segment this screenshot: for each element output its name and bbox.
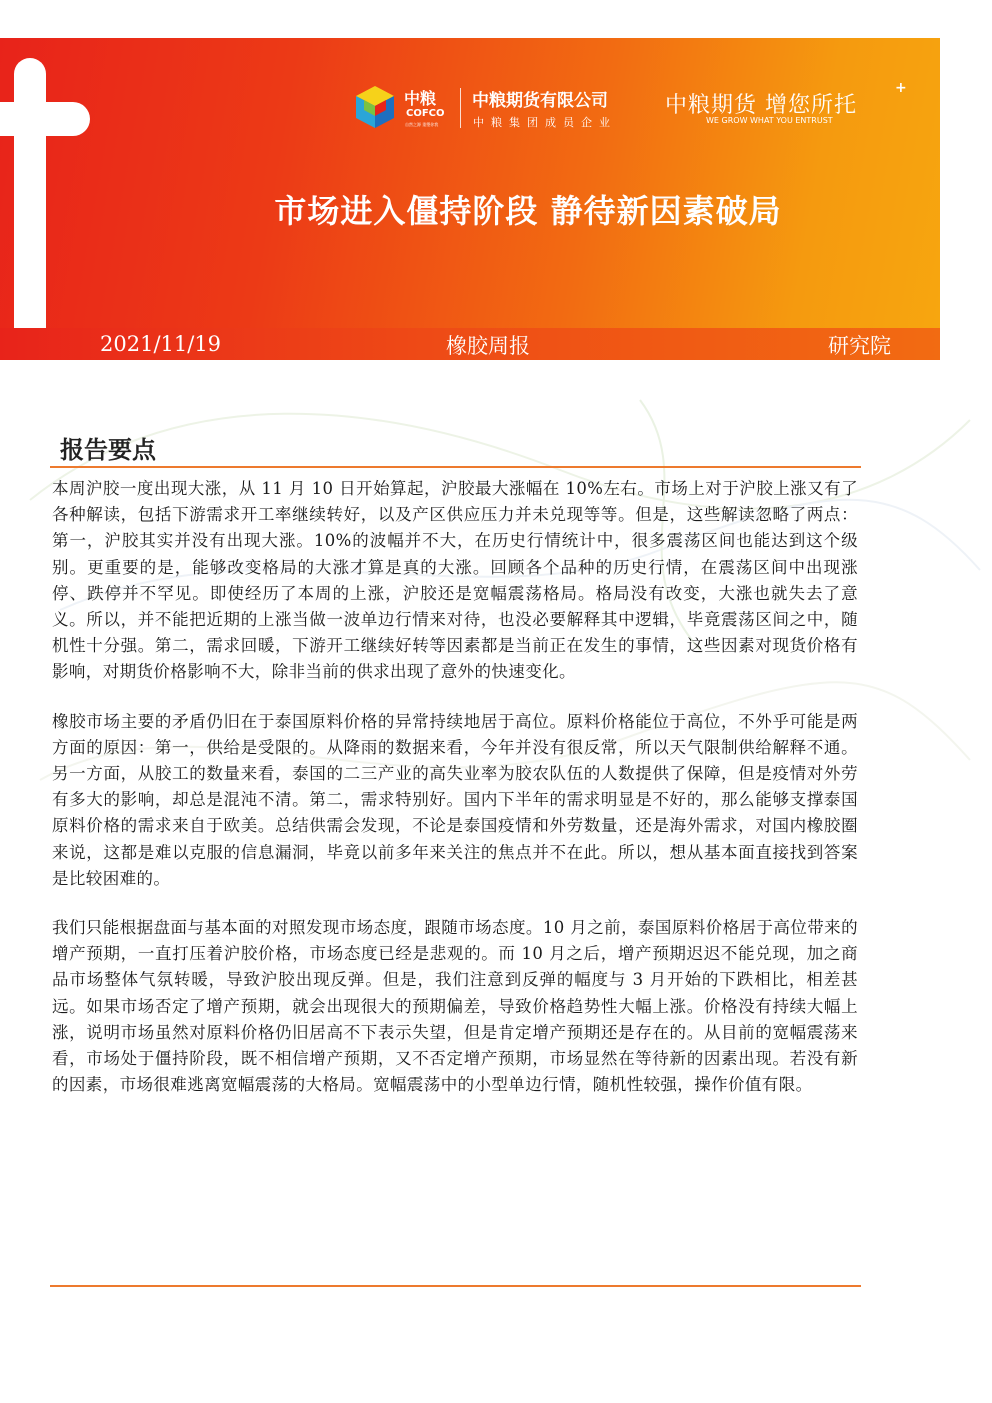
report-body bbox=[52, 476, 858, 1121]
paragraph: 橡胶市场主要的矛盾仍旧在于泰国原料价格的异常持续地居于高位。原料价格能位于高位，不外乎可能是两方面的原因：第一，供给是受限的。从降雨的数据来看，今年并没有很反常，所以天气限制供给解释不通。另一方面，从胶工的数量来看，泰国的二三产业的高失业率为胶农队伍的人数提供了保障，但是疫情对外劳有多大的影响，却总是混沌不清。第二，需求特别好。国内下半年的需求明显是不好的，那么能够支撑泰国原料价格的需求来自于欧美。总结供需会发现，不论是泰国疫情和外劳数量，还是海外需求，对国内橡胶圈来说，这都是难以克服的信息漏洞，毕竟以前多年来关注的焦点并不在此。所以，想从基本面直接找到答案是比较困难的。 bbox=[52, 711, 858, 888]
brand-slogan: 中粮期货 增您所托 bbox=[665, 93, 857, 118]
section-divider-bottom bbox=[50, 1285, 861, 1287]
paragraph: 本周沪胶一度出现大涨，从 11 月 10 日开始算起，沪胶最大涨幅在 10%左右。市场上对于沪胶上涨又有了各种解读，包括下游需求开工率继续转好，以及产区供应压力并未兑现等等。但是，这些解读忽略了两点：第一，沪胶其实并没有出现大涨。10%的波幅并不大，在历史行情统计中，很多震荡区间也能达到这个级别。更重要的是，能够改变格局的大涨才算是真的大涨。回顾各个品种的历史行情，在震荡区间中出现涨停、跌停并不罕见。即使经历了本周的上涨，沪胶还是宽幅震荡格局。格局没有改变，大涨也就失去了意义。所以，并不能把近期的上涨当做一波单边行情来对待，也没必要解释其中逻辑，毕竟震荡区间之中，随机性十分强。第二，需求回暖，下游开工继续好转等因素都是当前正在发生的事情，这些因素对现货价格有影响，对期货价格影响不大，除非当前的供求出现了意外的快速变化。 bbox=[52, 479, 858, 682]
header-banner bbox=[0, 38, 940, 328]
company-subtitle: 中粮集团成员企业 bbox=[473, 116, 617, 129]
cofco-logo-icon bbox=[350, 82, 400, 132]
slogan-plus-mark: + bbox=[895, 80, 907, 96]
plus-decoration-bar bbox=[0, 102, 90, 136]
logo-wordmark-en: COFCO bbox=[406, 108, 445, 119]
report-type: 橡胶周报 bbox=[446, 334, 530, 358]
section-heading: 报告要点 bbox=[60, 435, 156, 464]
department: 研究院 bbox=[828, 334, 891, 358]
company-name: 中粮期货有限公司 bbox=[472, 91, 608, 111]
report-date: 2021/11/19 bbox=[100, 332, 222, 356]
logo-divider bbox=[460, 88, 461, 128]
logo-tagline: 自然之源 重塑你我 bbox=[405, 122, 439, 127]
logo-wordmark-zh: 中粮 bbox=[404, 89, 437, 108]
section-divider-top bbox=[50, 466, 861, 468]
info-bar bbox=[0, 328, 940, 360]
brand-slogan-en: WE GROW WHAT YOU ENTRUST bbox=[706, 116, 833, 125]
report-title: 市场进入僵持阶段 静待新因素破局 bbox=[274, 192, 782, 230]
paragraph: 我们只能根据盘面与基本面的对照发现市场态度，跟随市场态度。10 月之前，泰国原料价格居于高位带来的增产预期，一直打压着沪胶价格，市场态度已经是悲观的。而 10 月之后，增产预期迟迟不能兑现，加之商品市场整体气氛转暖，导致沪胶出现反弹。但是，我们注意到反弹的幅度与 3 月开始的下跌相比，相差甚远。如果市场否定了增产预期，就会出现很大的预期偏差，导致价格趋势性大幅上涨。价格没有持续大幅上涨，说明市场虽然对原料价格仍旧居高不下表示失望，但是肯定增产预期还是存在的。从目前的宽幅震荡来看，市场处于僵持阶段，既不相信增产预期，又不否定增产预期，市场显然在等待新的因素出现。若没有新的因素，市场很难逃离宽幅震荡的大格局。宽幅震荡中的小型单边行情，随机性较强，操作价值有限。 bbox=[52, 918, 858, 1095]
